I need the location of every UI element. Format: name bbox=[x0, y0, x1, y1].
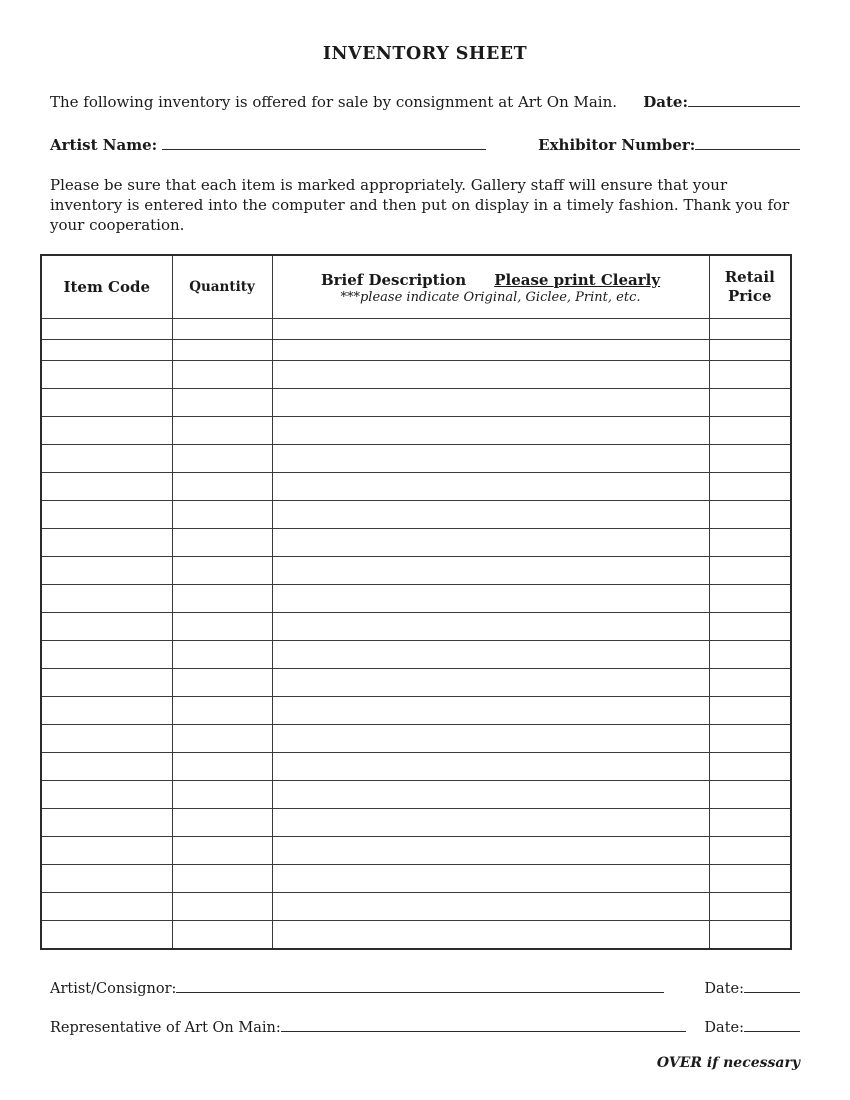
cell-quantity[interactable] bbox=[172, 340, 272, 361]
cell-retail-price[interactable] bbox=[709, 557, 791, 585]
cell-retail-price[interactable] bbox=[709, 389, 791, 417]
cell-description[interactable] bbox=[272, 753, 709, 781]
cell-retail-price[interactable] bbox=[709, 893, 791, 921]
representative-date-line[interactable] bbox=[744, 1016, 800, 1032]
cell-retail-price[interactable] bbox=[709, 641, 791, 669]
cell-retail-price[interactable] bbox=[709, 669, 791, 697]
date-input-line[interactable] bbox=[688, 91, 800, 107]
cell-retail-price[interactable] bbox=[709, 361, 791, 389]
artist-name-input-line[interactable] bbox=[162, 134, 486, 150]
artist-consignor-label: Artist/Consignor: bbox=[50, 980, 177, 997]
cell-retail-price[interactable] bbox=[709, 837, 791, 865]
cell-quantity[interactable] bbox=[172, 585, 272, 613]
cell-description[interactable] bbox=[272, 725, 709, 753]
cell-item-code[interactable] bbox=[41, 921, 172, 949]
cell-description[interactable] bbox=[272, 361, 709, 389]
representative-label: Representative of Art On Main: bbox=[50, 1019, 281, 1036]
cell-quantity[interactable] bbox=[172, 669, 272, 697]
cell-quantity[interactable] bbox=[172, 725, 272, 753]
artist-name-label: Artist Name: bbox=[50, 136, 158, 154]
cell-description[interactable] bbox=[272, 473, 709, 501]
table-row bbox=[41, 809, 791, 837]
header-row bbox=[41, 255, 791, 319]
cell-retail-price[interactable] bbox=[709, 697, 791, 725]
artist-consignor-row bbox=[50, 977, 800, 997]
cell-quantity[interactable] bbox=[172, 697, 272, 725]
cell-retail-price[interactable] bbox=[709, 529, 791, 557]
cell-item-code[interactable] bbox=[41, 445, 172, 473]
cell-quantity[interactable] bbox=[172, 837, 272, 865]
cell-item-code[interactable] bbox=[41, 641, 172, 669]
header-item-code: Item Code bbox=[41, 255, 172, 319]
table-row bbox=[41, 837, 791, 865]
cell-item-code[interactable] bbox=[41, 753, 172, 781]
cell-description[interactable] bbox=[272, 529, 709, 557]
header-quantity: Quantity bbox=[172, 255, 272, 319]
cell-retail-price[interactable] bbox=[709, 473, 791, 501]
cell-item-code[interactable] bbox=[41, 865, 172, 893]
table-row bbox=[41, 669, 791, 697]
cell-item-code[interactable] bbox=[41, 809, 172, 837]
cell-item-code[interactable] bbox=[41, 340, 172, 361]
cell-description[interactable] bbox=[272, 641, 709, 669]
cell-item-code[interactable] bbox=[41, 613, 172, 641]
table-row bbox=[41, 473, 791, 501]
cell-description[interactable] bbox=[272, 669, 709, 697]
artist-row bbox=[50, 134, 800, 154]
cell-quantity[interactable] bbox=[172, 781, 272, 809]
table-row bbox=[41, 641, 791, 669]
cell-retail-price[interactable] bbox=[709, 445, 791, 473]
cell-item-code[interactable] bbox=[41, 697, 172, 725]
inventory-table-header bbox=[41, 255, 791, 319]
cell-description[interactable] bbox=[272, 319, 709, 340]
cell-item-code[interactable] bbox=[41, 585, 172, 613]
cell-description[interactable] bbox=[272, 445, 709, 473]
cell-quantity[interactable] bbox=[172, 809, 272, 837]
cell-description[interactable] bbox=[272, 865, 709, 893]
cell-retail-price[interactable] bbox=[709, 340, 791, 361]
header-description-line1 bbox=[273, 270, 709, 289]
cell-item-code[interactable] bbox=[41, 725, 172, 753]
intro-row bbox=[50, 91, 800, 111]
table-row bbox=[41, 585, 791, 613]
cell-retail-price[interactable] bbox=[709, 781, 791, 809]
cell-item-code[interactable] bbox=[41, 781, 172, 809]
cell-quantity[interactable] bbox=[172, 417, 272, 445]
artist-consignor-date-group bbox=[704, 977, 800, 997]
table-row bbox=[41, 725, 791, 753]
cell-item-code[interactable] bbox=[41, 669, 172, 697]
cell-retail-price[interactable] bbox=[709, 809, 791, 837]
artist-consignor-date-label: Date: bbox=[704, 980, 744, 997]
cell-retail-price[interactable] bbox=[709, 921, 791, 949]
artist-consignor-signature-line[interactable] bbox=[176, 977, 664, 993]
representative-date-label: Date: bbox=[704, 1019, 744, 1036]
table-row bbox=[41, 501, 791, 529]
cell-quantity[interactable] bbox=[172, 641, 272, 669]
inventory-table bbox=[40, 254, 792, 950]
cell-item-code[interactable] bbox=[41, 501, 172, 529]
cell-description[interactable] bbox=[272, 389, 709, 417]
cell-quantity[interactable] bbox=[172, 361, 272, 389]
table-row bbox=[41, 445, 791, 473]
table-row bbox=[41, 529, 791, 557]
header-retail-price: Retail Price bbox=[709, 255, 791, 319]
cell-retail-price[interactable] bbox=[709, 417, 791, 445]
cell-quantity[interactable] bbox=[172, 529, 272, 557]
date-field-group bbox=[643, 91, 800, 111]
table-row bbox=[41, 613, 791, 641]
header-description bbox=[272, 255, 709, 319]
cell-description[interactable] bbox=[272, 557, 709, 585]
instructions-paragraph: Please be sure that each item is marked appropriately. Gallery staff will ensure that your inventory is entered into the computer and then put on display in a timely fashion. Thank you for your cooperation. bbox=[50, 176, 790, 234]
page-title: INVENTORY SHEET bbox=[322, 44, 528, 64]
cell-item-code[interactable] bbox=[41, 361, 172, 389]
cell-description[interactable] bbox=[272, 417, 709, 445]
cell-quantity[interactable] bbox=[172, 557, 272, 585]
table-row bbox=[41, 389, 791, 417]
header-description-title: Brief Description bbox=[320, 270, 467, 289]
table-row bbox=[41, 753, 791, 781]
table-row bbox=[41, 340, 791, 361]
cell-quantity[interactable] bbox=[172, 921, 272, 949]
cell-quantity[interactable] bbox=[172, 445, 272, 473]
cell-item-code[interactable] bbox=[41, 529, 172, 557]
cell-retail-price[interactable] bbox=[709, 725, 791, 753]
cell-description[interactable] bbox=[272, 893, 709, 921]
cell-description[interactable] bbox=[272, 837, 709, 865]
table-row bbox=[41, 557, 791, 585]
over-if-necessary-note: OVER if necessary bbox=[656, 1054, 800, 1071]
cell-quantity[interactable] bbox=[172, 319, 272, 340]
cell-item-code[interactable] bbox=[41, 473, 172, 501]
table-row bbox=[41, 319, 791, 340]
representative-date-group bbox=[704, 1016, 800, 1036]
cell-description[interactable] bbox=[272, 781, 709, 809]
cell-retail-price[interactable] bbox=[709, 753, 791, 781]
cell-item-code[interactable] bbox=[41, 389, 172, 417]
cell-description[interactable] bbox=[272, 585, 709, 613]
cell-quantity[interactable] bbox=[172, 753, 272, 781]
date-label: Date: bbox=[643, 93, 688, 111]
cell-description[interactable] bbox=[272, 613, 709, 641]
representative-row bbox=[50, 1016, 800, 1036]
table-row bbox=[41, 781, 791, 809]
cell-quantity[interactable] bbox=[172, 893, 272, 921]
cell-quantity[interactable] bbox=[172, 501, 272, 529]
exhibitor-number-input-line[interactable] bbox=[695, 134, 800, 150]
cell-description[interactable] bbox=[272, 501, 709, 529]
table-row bbox=[41, 865, 791, 893]
representative-signature-line[interactable] bbox=[281, 1016, 686, 1032]
cell-item-code[interactable] bbox=[41, 417, 172, 445]
table-row bbox=[41, 417, 791, 445]
table-row bbox=[41, 361, 791, 389]
cell-description[interactable] bbox=[272, 809, 709, 837]
cell-description[interactable] bbox=[272, 697, 709, 725]
cell-item-code[interactable] bbox=[41, 837, 172, 865]
cell-item-code[interactable] bbox=[41, 557, 172, 585]
table-row bbox=[41, 697, 791, 725]
table-row bbox=[41, 921, 791, 949]
cell-quantity[interactable] bbox=[172, 389, 272, 417]
cell-description[interactable] bbox=[272, 340, 709, 361]
cell-retail-price[interactable] bbox=[709, 319, 791, 340]
header-description-emphasis: Please print Clearly bbox=[494, 270, 661, 289]
inventory-table-body bbox=[41, 319, 791, 949]
cell-retail-price[interactable] bbox=[709, 865, 791, 893]
cell-retail-price[interactable] bbox=[709, 613, 791, 641]
exhibitor-number-label: Exhibitor Number: bbox=[538, 136, 696, 154]
cell-quantity[interactable] bbox=[172, 613, 272, 641]
cell-description[interactable] bbox=[272, 921, 709, 949]
cell-retail-price[interactable] bbox=[709, 585, 791, 613]
table-row bbox=[41, 893, 791, 921]
intro-text: The following inventory is offered for sale by consignment at Art On Main. bbox=[50, 93, 618, 111]
signature-block bbox=[50, 977, 800, 1036]
cell-item-code[interactable] bbox=[41, 319, 172, 340]
cell-item-code[interactable] bbox=[41, 893, 172, 921]
header-description-note: ***please indicate Original, Giclee, Print, etc. bbox=[340, 289, 641, 305]
cell-quantity[interactable] bbox=[172, 865, 272, 893]
cell-quantity[interactable] bbox=[172, 473, 272, 501]
cell-retail-price[interactable] bbox=[709, 501, 791, 529]
artist-consignor-date-line[interactable] bbox=[744, 977, 800, 993]
